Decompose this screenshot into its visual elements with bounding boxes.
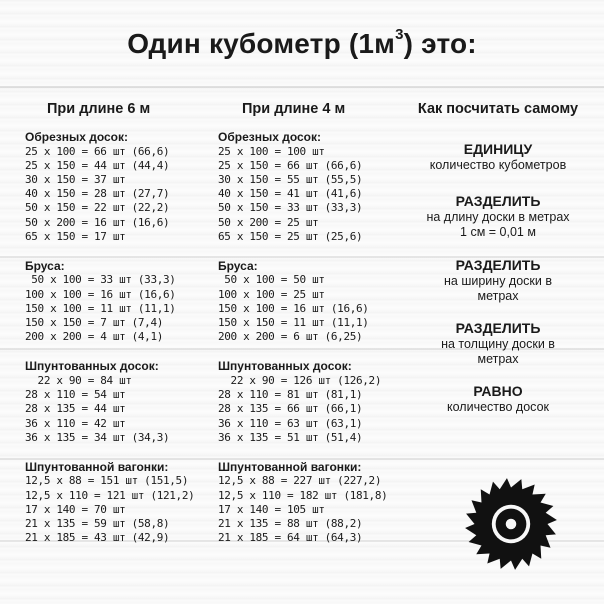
section-title: Шпунтованной вагонки: bbox=[218, 459, 362, 474]
size-row: 12,5 х 88 = 151 шт (151,5) bbox=[25, 474, 189, 488]
howto-step bbox=[400, 319, 596, 367]
step-text: на длину доски в метрах bbox=[426, 210, 570, 224]
step-title: РАЗДЕЛИТЬ bbox=[455, 320, 541, 336]
size-table bbox=[218, 374, 408, 445]
size-row: 36 х 110 = 63 шт (63,1) bbox=[218, 416, 363, 430]
section bbox=[25, 130, 215, 244]
size-row: 65 х 150 = 17 шт bbox=[25, 229, 126, 243]
column-length-6m bbox=[25, 100, 215, 545]
size-row: 65 х 150 = 25 шт (25,6) bbox=[218, 229, 363, 243]
size-row: 50 х 150 = 33 шт (33,3) bbox=[218, 201, 363, 215]
howto-step bbox=[400, 192, 596, 240]
size-row: 25 х 100 = 66 шт (66,6) bbox=[25, 144, 170, 158]
step-text: метрах bbox=[477, 352, 519, 366]
size-row: 50 х 200 = 16 шт (16,6) bbox=[25, 215, 170, 229]
section bbox=[218, 259, 408, 345]
size-row: 100 х 100 = 16 шт (16,6) bbox=[25, 287, 176, 301]
size-row: 150 х 100 = 16 шт (16,6) bbox=[218, 301, 369, 315]
size-table bbox=[218, 273, 408, 344]
section bbox=[25, 259, 215, 345]
size-row: 36 х 110 = 42 шт bbox=[25, 416, 126, 430]
title-main: Один кубометр (1м bbox=[127, 28, 396, 59]
step-text: метрах bbox=[477, 289, 519, 303]
size-row: 50 х 150 = 22 шт (22,2) bbox=[25, 201, 170, 215]
column-heading: При длине 6 м bbox=[47, 101, 151, 117]
size-table bbox=[218, 474, 408, 545]
section-title: Обрезных досок: bbox=[218, 130, 322, 144]
sections-list bbox=[25, 130, 215, 545]
size-row: 50 х 100 = 33 шт (33,3) bbox=[25, 273, 176, 287]
size-table bbox=[25, 374, 215, 445]
step-text: количество досок bbox=[447, 400, 549, 414]
column-length-4m bbox=[218, 100, 408, 545]
size-row: 50 х 200 = 25 шт bbox=[218, 215, 319, 229]
size-row: 25 х 100 = 100 шт bbox=[218, 144, 325, 158]
step-title: РАВНО bbox=[473, 383, 523, 399]
column-heading: При длине 4 м bbox=[242, 101, 346, 117]
section bbox=[218, 130, 408, 244]
sections-list bbox=[218, 130, 408, 545]
saw-arbor-hole bbox=[506, 519, 517, 530]
steps-list bbox=[400, 140, 596, 415]
section-title: Шпунтованных досок: bbox=[218, 359, 352, 374]
size-table bbox=[218, 145, 408, 244]
column-howto bbox=[400, 100, 596, 415]
step-text: количество кубометров bbox=[429, 158, 567, 172]
size-row: 28 х 135 = 66 шт (66,1) bbox=[218, 402, 363, 416]
size-table bbox=[25, 474, 215, 545]
size-row: 150 х 150 = 7 шт (7,4) bbox=[25, 316, 163, 330]
size-row: 17 х 140 = 70 шт bbox=[25, 502, 126, 516]
step-title: ЕДИНИЦУ bbox=[463, 141, 533, 157]
size-row: 36 х 135 = 51 шт (51,4) bbox=[218, 430, 363, 444]
size-row: 28 х 135 = 44 шт bbox=[25, 402, 126, 416]
section-title: Бруса: bbox=[218, 258, 258, 273]
size-table bbox=[25, 145, 215, 244]
size-row: 22 х 90 = 84 шт bbox=[25, 373, 132, 387]
size-row: 30 х 150 = 37 шт bbox=[25, 172, 126, 186]
size-row: 21 х 185 = 64 шт (64,3) bbox=[218, 531, 363, 545]
section-title: Шпунтованных досок: bbox=[25, 359, 159, 374]
size-row: 150 х 100 = 11 шт (11,1) bbox=[25, 301, 176, 315]
howto-step bbox=[400, 382, 596, 415]
circular-saw-blade-icon bbox=[463, 476, 559, 572]
section-title: Обрезных досок: bbox=[25, 130, 129, 144]
size-row: 21 х 135 = 88 шт (88,2) bbox=[218, 517, 363, 531]
size-row: 25 х 150 = 44 шт (44,4) bbox=[25, 158, 170, 172]
section bbox=[218, 359, 408, 445]
howto-step bbox=[400, 256, 596, 304]
section bbox=[218, 460, 408, 546]
size-row: 50 х 100 = 50 шт bbox=[218, 273, 325, 287]
size-row: 12,5 х 110 = 182 шт (181,8) bbox=[218, 488, 388, 502]
size-row: 28 х 110 = 54 шт bbox=[25, 388, 126, 402]
size-row: 30 х 150 = 55 шт (55,5) bbox=[218, 172, 363, 186]
howto-step bbox=[400, 140, 596, 173]
size-row: 100 х 100 = 25 шт bbox=[218, 287, 325, 301]
size-row: 28 х 110 = 81 шт (81,1) bbox=[218, 388, 363, 402]
size-row: 12,5 х 88 = 227 шт (227,2) bbox=[218, 474, 382, 488]
title-end: ) это: bbox=[403, 28, 477, 59]
size-row: 21 х 185 = 43 шт (42,9) bbox=[25, 531, 170, 545]
size-row: 200 х 200 = 6 шт (6,25) bbox=[218, 330, 363, 344]
title-superscript: 3 bbox=[395, 26, 404, 43]
section-title: Шпунтованной вагонки: bbox=[25, 459, 169, 474]
step-title: РАЗДЕЛИТЬ bbox=[455, 193, 541, 209]
size-row: 200 х 200 = 4 шт (4,1) bbox=[25, 330, 163, 344]
size-row: 12,5 х 110 = 121 шт (121,2) bbox=[25, 488, 195, 502]
page-title bbox=[0, 28, 604, 60]
size-row: 40 х 150 = 28 шт (27,7) bbox=[25, 187, 170, 201]
section bbox=[25, 359, 215, 445]
size-row: 36 х 135 = 34 шт (34,3) bbox=[25, 430, 170, 444]
step-text: на толщину доски в bbox=[441, 337, 555, 351]
size-row: 150 х 150 = 11 шт (11,1) bbox=[218, 316, 369, 330]
size-row: 22 х 90 = 126 шт (126,2) bbox=[218, 373, 382, 387]
size-row: 17 х 140 = 105 шт bbox=[218, 502, 325, 516]
size-row: 40 х 150 = 41 шт (41,6) bbox=[218, 187, 363, 201]
step-text: на ширину доски в bbox=[444, 274, 552, 288]
howto-heading: Как посчитать самому bbox=[417, 101, 579, 117]
step-text: 1 см = 0,01 м bbox=[460, 225, 536, 239]
size-table bbox=[25, 273, 215, 344]
size-row: 21 х 135 = 59 шт (58,8) bbox=[25, 517, 170, 531]
size-row: 25 х 150 = 66 шт (66,6) bbox=[218, 158, 363, 172]
section-title: Бруса: bbox=[25, 258, 65, 273]
step-title: РАЗДЕЛИТЬ bbox=[455, 257, 541, 273]
section bbox=[25, 460, 215, 546]
